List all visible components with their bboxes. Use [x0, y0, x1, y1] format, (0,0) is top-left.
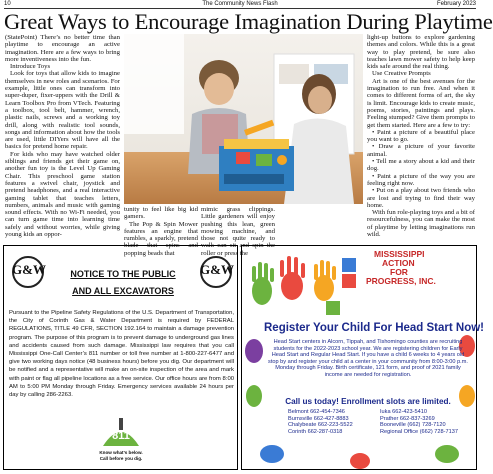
gw-logo-right: G&W [200, 256, 230, 286]
article-subhead: Use Creative Prompts [372, 70, 431, 78]
article-paragraph: For kids who may have watched older siblings and friends get their game on, another fun toy is the Level Up Gaming Chair. This preschool game station features a swivel chair, joystick and pretend headphones, and a real interactive gaming tablet that teaches letters, numbers, animals and music with gaming sound effects. With no Wi-Fi needed, you can turn game time into learning time safely and without worries, while giving young kids an oppor- [5, 150, 120, 239]
headstart-description: Head Start centers in Alcorn, Tippah, and Tishomingo counties are recruiting students for the 2022-2023 school year. We are registering children for Early Head Start and Regular Head Start. If you have a child 6 weeks to 4 years old stop by and register your child at a center in your community from 8:00-3:00 p.m. Monday through Friday. Birth certificate, 121 form, and proof of 2021 family income are needed for registration. [268, 339, 468, 378]
organization-name: MISSISSIPPI ACTION FOR PROGRESS, INC. [366, 249, 436, 286]
head-start-ad [241, 245, 485, 470]
call-to-action: Call us today! Enrollment slots are limited. [285, 397, 451, 406]
office-entry: Burnsville 662-427-8883 [288, 415, 349, 422]
page-header [0, 0, 480, 9]
notice-body: Pursuant to the Pipeline Safety Regulations of the U.S. Department of Transportation, the City of Corinth Gas & Water Department is required by FEDERAL REGULATIONS, TITLE 49 CFR, SECTION 192.164 to maintain a damage prevention program. The purpose of this program is to prevent damage to underground gas lines and accidents caused from such damage. Mississippi law requires that you call Mississippi One-Call Center’s 811 number or toll free number at 1-800-227-6477 and give two working days notice (48 business hours) before you dig. Our department will be notified and a representative will make an on-site inspection of the area and mark with paint or flag all pipeline locations as a free service. Our office hours are from 8:00 AM to 5:00 PM Monday through Friday. Emergency services available 24 hours per day by calling 286-2263. [9, 310, 234, 399]
office-entry: Regional Office (662) 728-7137 [380, 429, 458, 436]
notice-heading-line1: NOTICE TO THE PUBLIC [70, 269, 176, 279]
article-paragraph: (StatePoint) There’s no better time than playtime to encourage an active imagination. Here are a few ways to bring more inventiveness into the fun. [5, 34, 120, 63]
office-entry: Prather 662-837-3269 [380, 415, 435, 422]
issue-date: February 2023 [436, 1, 476, 7]
office-entry: Chalybeate 662-223-5522 [288, 422, 353, 429]
article-list-item: • Draw a picture of your favorite animal. [367, 143, 475, 158]
headline: Register Your Child For Head Start Now! [264, 322, 485, 334]
article-photo [124, 34, 363, 204]
gw-logo-left: G&W [12, 256, 42, 286]
article-list-item: • Tell me a story about a kid and their dog. [367, 158, 475, 173]
office-entry: Booneville (662) 728-7120 [380, 422, 446, 429]
811-tagline-2: Call before you dig. [99, 456, 143, 461]
article-column-4 [367, 34, 475, 239]
office-entry: Belmont 662-454-7346 [288, 409, 345, 415]
article-paragraph: light-up buttons to explore gardening themes and colors. While this is a great way to play pretend, be sure also teaches lawn mower safety to help keep kids safe around the real thing. [367, 34, 475, 71]
article-list-item: • Paint a picture of a beautiful place you want to go. [367, 128, 475, 144]
article-column-1 [5, 34, 120, 239]
811-tagline-1: Know what’s below. [99, 450, 143, 455]
article-paragraph: With fun role-playing toys and a bit of resourcefulness, you can make the most of playtime by letting imaginations run wild. [367, 209, 475, 239]
article-list-item: • Paint a picture of the way you are feeling right now. [367, 172, 475, 187]
publication-name: The Community News Flash [202, 1, 278, 7]
article-list-item: • Put on a play about two friends who are lost and trying to find their way home. [367, 187, 475, 209]
gas-water-notice-ad [3, 245, 238, 470]
playroom-photo-illustration [124, 34, 363, 204]
office-list-left [288, 409, 378, 436]
page-number: 10 [4, 1, 11, 7]
article-column-3: mimic grass clippings. Little gardeners will enjoy pushing this lean, green mowing machine, and those not quite ready to walk can sit and spin the roller or press the [201, 206, 275, 257]
article-column-2: tunity to feel like big kid gamers. The Pop & Spin Mower features an engine that rumbles, a sparkly, pretend blade that spins and popping beads that [124, 206, 198, 257]
office-list-right [380, 409, 470, 436]
office-entry: Corinth 662-287-0318 [288, 429, 343, 436]
article-paragraph: Look for toys that allow kids to imagine themselves in new roles and scenarios. For example, little ones can transform into super-duper, fixer-uppers with the Drill & Learn Toolbox Pro from VTech. Featuring a toolbox, tool belt, hammer, wrench, plastic nails, screws and a working toy drill, along with realistic tool sounds, songs and information about how the tools are used, little DIYers will have all the basics for pretend home repair. [5, 70, 120, 151]
article-subhead: Introduce Toys [10, 63, 51, 71]
notice-heading-line2: AND ALL EXCAVATORS [72, 286, 174, 296]
article-paragraph: Art is one of the best avenues for the imagination to run free. And when it comes to different forms of art, the sky is limit. Encourage kids to create music, poems, stories, paintings and plays. Feeling stumped? Give them prompts to get them started. Here are a few to try: [367, 77, 475, 129]
811-badge [99, 416, 143, 466]
811-number: 811 [112, 430, 130, 442]
office-entry: Iuka 662-423-5410 [380, 409, 427, 415]
article-title: Great Ways to Encourage Imagination During Playtime [4, 9, 493, 34]
